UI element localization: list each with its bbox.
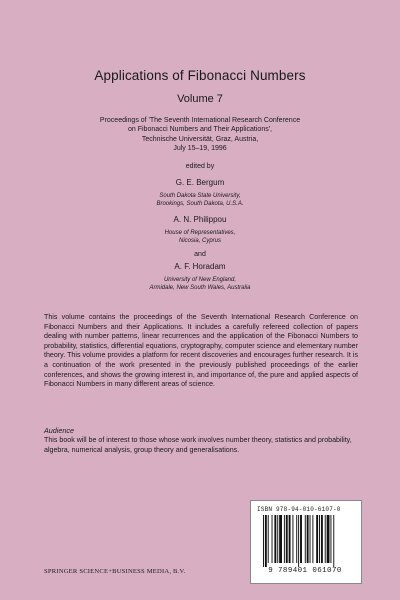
barcode-icon bbox=[263, 515, 353, 567]
affiliation-line: Nicosia, Cyprus bbox=[178, 238, 221, 245]
editor-2 bbox=[120, 215, 280, 245]
audience-description: This book will be of interest to those whose work involves number theory, statistics and probability, algebra, numerical analysis, group theory and generalisations. bbox=[44, 436, 352, 454]
editor-3 bbox=[120, 262, 280, 292]
book-description: This volume contains the proceedings of the Seventh International Research Conference on Fibonacci Numbers and their Applications. It includes a carefully refereed collection of papers dealing with number patterns, linear recurrences and the application of the Fibonacci Numbers to probability, statistics, differential equations, cryptography, computer science and elementary number theory. This volume provides a platform for recent discoveries and encourages further research. It is a continuation of the work presented in the previously published proceedings of the earlier conferences, and shows the growing interest in, and importance of, the pure and applied aspects of Fibonacci Numbers in many different areas of science. bbox=[44, 313, 358, 389]
editor-name: A. F. Horadam bbox=[174, 262, 226, 271]
edited-by-label: edited by bbox=[185, 163, 215, 170]
editor-affiliation bbox=[120, 229, 280, 245]
book-title: Applications of Fibonacci Numbers bbox=[94, 68, 306, 83]
editor-affiliation bbox=[120, 276, 280, 292]
proceedings-info bbox=[60, 116, 340, 154]
proceedings-line: on Fibonacci Numbers and Their Applications', bbox=[127, 126, 272, 134]
proceedings-line: July 15–19, 1996 bbox=[173, 145, 227, 153]
editor-1 bbox=[120, 178, 280, 208]
and-connector: and bbox=[194, 251, 206, 258]
volume-number: Volume 7 bbox=[177, 93, 223, 105]
affiliation-line: South Dakota State University, bbox=[159, 193, 241, 199]
proceedings-line: Proceedings of 'The Seventh International Research Conference bbox=[99, 117, 301, 124]
affiliation-line: Armidale, New South Wales, Australia bbox=[149, 285, 251, 292]
editor-name: A. N. Philippou bbox=[173, 215, 227, 224]
isbn-number: ISBN 978-94-010-6107-0 bbox=[257, 506, 341, 513]
publisher-name: SPRINGER SCIENCE+BUSINESS MEDIA, B.V. bbox=[44, 568, 186, 575]
barcode-digits: 9 789401 061070 bbox=[268, 567, 342, 575]
proceedings-line: Technische Universität, Graz, Austria, bbox=[141, 135, 259, 143]
affiliation-line: University of New England, bbox=[163, 277, 237, 283]
affiliation-line: Brookings, South Dakota, U.S.A. bbox=[156, 201, 244, 208]
editor-name: G. E. Bergum bbox=[175, 178, 225, 187]
isbn-barcode-panel bbox=[250, 500, 362, 584]
audience-heading: Audience bbox=[44, 426, 74, 435]
editor-affiliation bbox=[120, 192, 280, 208]
affiliation-line: House of Representatives, bbox=[164, 230, 236, 236]
